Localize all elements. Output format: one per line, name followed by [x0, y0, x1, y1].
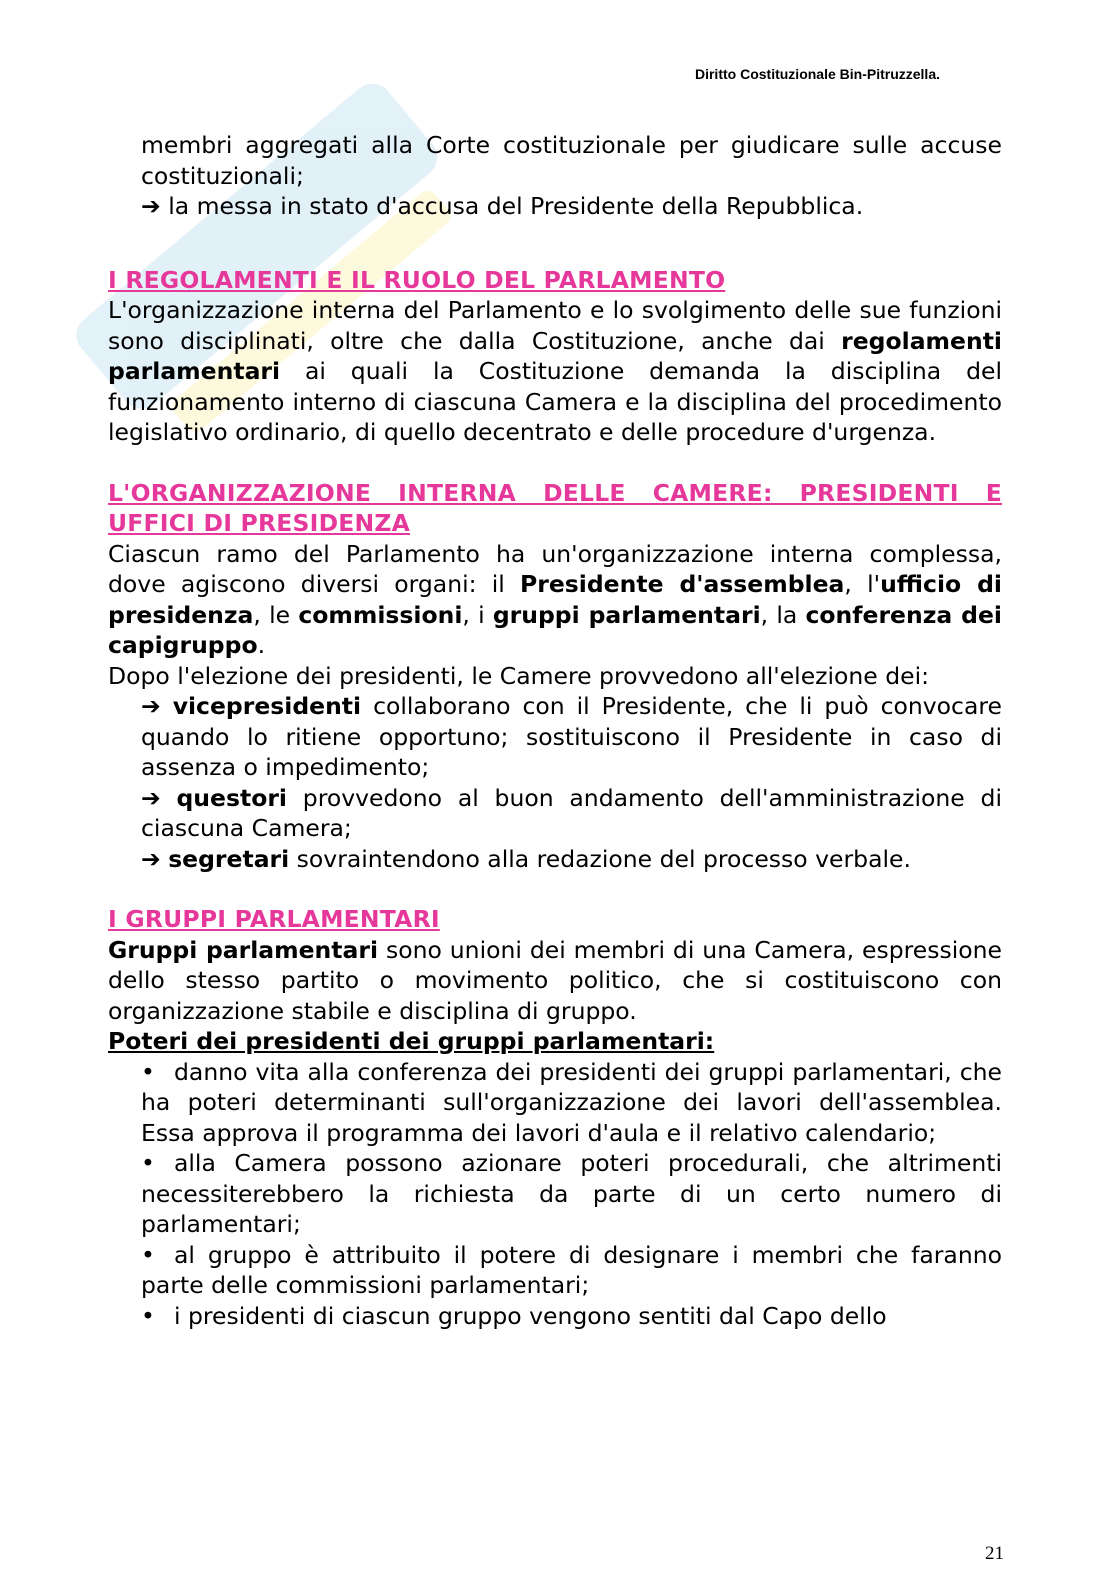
- arrow-icon: ➔: [141, 783, 161, 812]
- bullet-icon: •: [141, 1057, 155, 1086]
- section-heading-gruppi: I GRUPPI PARLAMENTARI: [108, 905, 440, 933]
- intro-arrow-text: la messa in stato d'accusa del Presidente della Repubblica.: [168, 192, 864, 220]
- list-item: • alla Camera possono azionare poteri procedurali, che altrimenti necessiterebbero la richiesta da parte di un certo numero di parlamentari;: [141, 1149, 1002, 1238]
- elezione-paragraph: Dopo l'elezione dei presidenti, le Camere provvedono all'elezione dei:: [108, 661, 930, 690]
- list-item-vicepresidenti: ➔ vicepresidenti collaborano con il Presidente, che li può convocare quando lo ritiene opportuno; sostituiscono il Presidente in caso di assenza o impedimento;: [141, 692, 1002, 781]
- arrow-icon: ➔: [141, 692, 161, 720]
- section-paragraph-gruppi: Gruppi parlamentari sono unioni dei membri di una Camera, espressione dello stesso partito o movimento politico, che si costituiscono con organizzazione stabile e disciplina di gruppo.: [108, 935, 1003, 1025]
- page-content: [108, 130, 1002, 1331]
- section-heading-organizzazione: L'ORGANIZZAZIONE INTERNA DELLE CAMERE: PRESIDENTI E UFFICI DI PRESIDENZA: [108, 478, 1002, 537]
- list-item-questori: ➔ questori provvedono al buon andamento dell'amministrazione di ciascuna Camera;: [141, 783, 1002, 842]
- section-paragraph-organizzazione: Ciascun ramo del Parlamento ha un'organizzazione interna complessa, dove agiscono diversi organi: il Presidente d'assemblea, l'ufficio di presidenza, le commissioni, i gruppi parlamentari, la conferenza dei capigruppo.: [108, 539, 1002, 659]
- section-heading-regolamenti: I REGOLAMENTI E IL RUOLO DEL PARLAMENTO: [108, 265, 726, 294]
- arrow-icon: ➔: [141, 192, 161, 220]
- page-number: 21: [985, 1543, 1004, 1564]
- list-item: • danno vita alla conferenza dei presidenti dei gruppi parlamentari, che ha poteri determinanti sull'organizzazione dei lavori dell'assemblea. Essa approva il programma dei lavori d'aula e il relativo calendario;: [141, 1057, 1002, 1147]
- list-item: • i presidenti di ciascun gruppo vengono sentiti dal Capo dello: [141, 1301, 887, 1330]
- subheading-poteri: Poteri dei presidenti dei gruppi parlamentari:: [108, 1027, 715, 1055]
- section-paragraph-regolamenti: L'organizzazione interna del Parlamento e lo svolgimento delle sue funzioni sono disciplinati, oltre che dalla Costituzione, anche dai regolamenti parlamentari ai quali la Costituzione demanda la disciplina del funzionamento interno di ciascuna Camera e la disciplina del procedimento legislativo ordinario, di quello decentrato e delle procedure d'urgenza.: [108, 296, 1002, 446]
- bullet-icon: •: [141, 1149, 155, 1177]
- intro-arrow-item: [108, 191, 1002, 222]
- list-item: • al gruppo è attribuito il potere di designare i membri che faranno parte delle commissioni parlamentari;: [141, 1240, 1002, 1299]
- intro-paragraph: membri aggregati alla Corte costituzionale per giudicare sulle accuse costituzionali;: [141, 131, 1002, 190]
- running-header: Diritto Costituzionale Bin-Pitruzzella.: [694, 66, 940, 82]
- arrow-icon: ➔: [141, 844, 161, 873]
- bullet-icon: •: [141, 1240, 155, 1269]
- bullet-icon: •: [141, 1301, 155, 1330]
- list-item-segretari: ➔ segretari sovraintendono alla redazione del processo verbale.: [141, 844, 911, 873]
- bullet-list: [108, 1057, 1002, 1332]
